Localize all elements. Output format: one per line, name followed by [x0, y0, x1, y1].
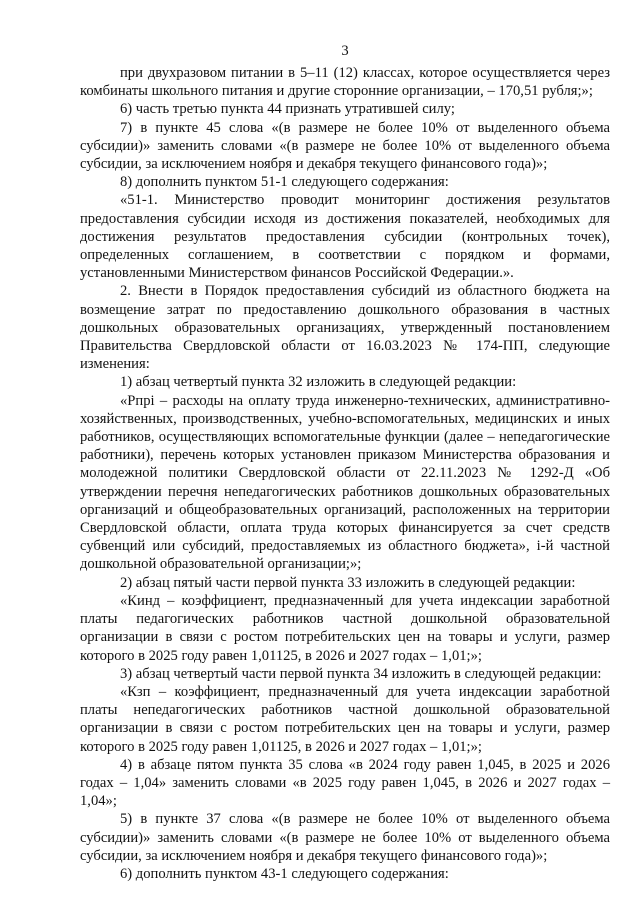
paragraph-1-continuation: при двухразовом питании в 5–11 (12) классах, которое осуществляется через комбинаты школьного питания и другие сторонние организации, – 170,51 рубля;»;	[80, 65, 610, 100]
paragraph-s2-item-4: 4) в абзаце пятом пункта 35 слова «в 2024 году равен 1,045, в 2025 и 2026 годах – 1,04» заменить словами «в 2025 году равен 1,045, в 2026 и 2027 годах – 1,04»;	[80, 756, 610, 810]
paragraph-item-8: 8) дополнить пунктом 51-1 следующего содержания:	[120, 174, 449, 191]
paragraph-rpri-definition: «Рпрі – расходы на оплату труда инженерно-технических, административно-хозяйственных, производственных, учебно-вспомогательных, медицинских и иных работников, осуществляющих вспомогательные функции (далее – непедагогические работники), перечень которых установлен приказом Министерства образования и молодежной политики Свердловской области от 22.11.2023 № 1292-Д «Об утверждении перечня непедагогических работников дошкольных образовательных организаций и общеобразовательных организаций, расположенных на территории Свердловской области, оплата труда которых финансируется за счет средств субвенций или субсидий, предоставляемых из областного бюджета», і-й частной дошкольной образовательной организации;»;	[80, 392, 610, 573]
paragraph-s2-item-5: 5) в пункте 37 слова «(в размере не более 10% от выделенного объема субсидии)» заменить словами «(в размере не более 10% от выделенного объема субсидии, за исключением ноября и декабря текущего финансового года)»;	[80, 811, 610, 864]
paragraph-s2-item-6: 6) дополнить пунктом 43-1 следующего содержания:	[120, 865, 449, 882]
paragraph-kind-definition: «Кинд – коэффициент, предназначенный для учета индексации заработной платы педагогических работников частной дошкольной образовательной организации в связи с ростом потребительских цен на товары и услуги, размер которого в 2025 году равен 1,01125, в 2026 и 2027 годах – 1,01;»;	[80, 592, 610, 664]
paragraph-item-6: 6) часть третью пункта 44 признать утратившей силу;	[120, 101, 455, 118]
page-number: 3	[341, 43, 349, 59]
paragraph-item-7: 7) в пункте 45 слова «(в размере не более 10% от выделенного объема субсидии)» заменить словами «(в размере не более 10% от выделенного объема субсидии, за исключением ноября и декабря текущего финансового года)»;	[80, 119, 610, 173]
paragraph-s2-item-1: 1) абзац четвертый пункта 32 изложить в следующей редакции:	[120, 374, 517, 391]
paragraph-section-2: 2. Внести в Порядок предоставления субсидий из областного бюджета на возмещение затрат по предоставлению дошкольного образования в частных дошкольных образовательных организациях, утвержденный постановлением Правительства Свердловской области от 16.03.2023 № 174-ПП, следующие изменения:	[80, 283, 610, 373]
paragraph-s2-item-3: 3) абзац четвертый части первой пункта 34 изложить в следующей редакции:	[120, 665, 602, 682]
paragraph-point-51-1: «51-1. Министерство проводит мониторинг достижения результатов предоставления субсидии исходя из достижения показателей, необходимых для достижения результатов предоставления субсидии (контрольных точек), определенных соглашением, в соответствии с порядком и формами, установленными Министерством финансов Российской Федерации.».	[80, 192, 610, 282]
paragraph-s2-item-2: 2) абзац пятый части первой пункта 33 изложить в следующей редакции:	[120, 574, 576, 591]
paragraph-kzp-definition: «Кзп – коэффициент, предназначенный для учета индексации заработной платы непедагогических работников частной дошкольной образовательной организации в связи с ростом потребительских цен на товары и услуги, размер которого в 2025 году равен 1,01125, в 2026 и 2027 годах – 1,01;»;	[80, 683, 610, 755]
